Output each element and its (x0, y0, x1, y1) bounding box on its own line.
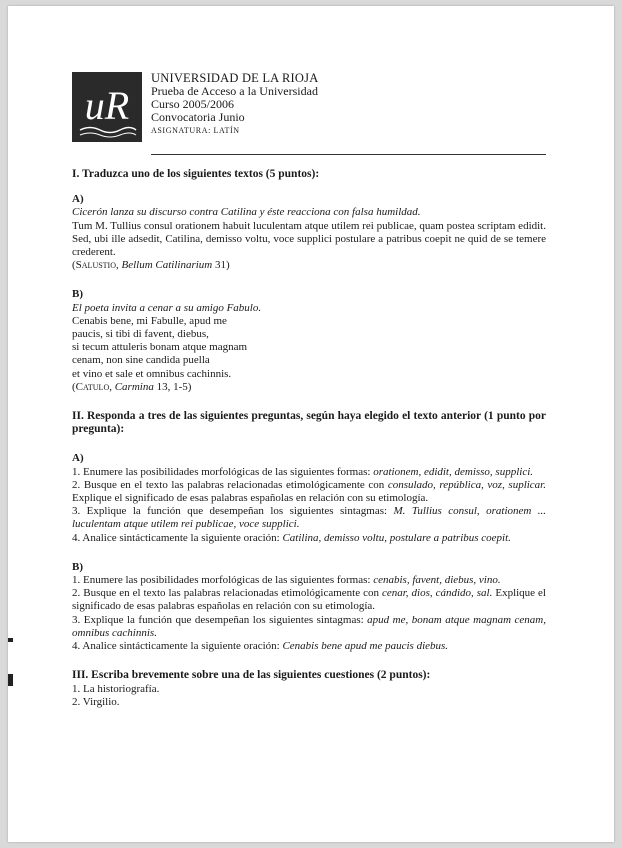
part1-b-source: (Catulo, Carmina 13, 1-5) (72, 380, 192, 393)
part1-a-source: (Salustio, Bellum Catilinarium 31) (72, 259, 230, 272)
part2-b-q2: 2. Busque en el texto las palabras relacionadas etimológicamente con cenar, dios, cándido, sal. Explique el significado de esas palabras españolas en relación con su etimología. (72, 587, 546, 613)
part2-b-q3: 3. Explique la función que desempeñan los siguientes sintagmas: apud me, bonam atque magnam cenam, omnibus cachinnis. (72, 613, 546, 639)
part2-a-letter: A) (72, 452, 84, 465)
header-rule (151, 154, 546, 155)
part2-a-q4: 4. Analice sintácticamente la siguiente oración: Catilina, demisso voltu, postulare a patribus coepit. (72, 531, 511, 544)
part2-b-q1: 1. Enumere las posibilidades morfológicas de las siguientes formas: cenabis, favent, diebus, vino. (72, 574, 501, 587)
part2-a-q2: 2. Busque en el texto las palabras relacionadas etimológicamente con consulado, república, voz, suplicar. Explique el significado de esas palabras españolas en relación con su etimología. (72, 478, 546, 505)
course-year: Curso 2005/2006 (151, 97, 235, 111)
logo-text: uR (84, 83, 130, 128)
session: Convocatoria Junio (151, 110, 245, 124)
poem-line: si tecum attuleris bonam atque magnam (72, 341, 248, 354)
part3-title: III. Escriba brevemente sobre una de las siguientes cuestiones (2 puntos): (72, 669, 431, 682)
poem-line: et vino et sale et omnibus cachinnis. (72, 367, 232, 380)
part2-b-q4: 4. Analice sintácticamente la siguiente oración: Cenabis bene apud me paucis diebus. (72, 640, 449, 653)
part1-a-text: Tum M. Tullius consul orationem habuit luculentam atque utilem rei publicae, quam postea scriptam edidit. Sed, ubi ille adsedit, Catilina, demisso voltu, voce supplici postulare a patribus coepit ne quid de se temere crederent. (72, 219, 546, 259)
part2-title: II. Responda a tres de las siguientes preguntas, según haya elegido el texto anterior (1 punto por pregunta): (72, 410, 546, 436)
scan-edge-mark (8, 638, 13, 642)
poem-line: paucis, si tibi di favent, diebus, (72, 328, 209, 341)
part2-a-q1: 1. Enumere las posibilidades morfológicas de las siguientes formas: orationem, edidit, demisso, supplici. (72, 465, 534, 478)
part1-b-intro: El poeta invita a cenar a su amigo Fabulo. (72, 301, 262, 314)
part3-item: 2. Virgilio. (72, 695, 120, 708)
part2-b-letter: B) (72, 560, 83, 573)
scan-edge-mark (8, 674, 13, 686)
exam-content (72, 168, 546, 709)
part1-a-letter: A) (72, 193, 84, 206)
part1-a-intro: Cicerón lanza su discurso contra Catilina y éste reacciona con falsa humildad. (72, 206, 421, 219)
part1-b-letter: B) (72, 288, 83, 301)
part3-item: 1. La historiografía. (72, 682, 160, 695)
university-name: UNIVERSIDAD DE LA RIOJA (151, 71, 319, 85)
university-logo (72, 72, 142, 142)
poem-line: Cenabis bene, mi Fabulle, apud me (72, 314, 227, 327)
part2-a-q3: 3. Explique la función que desempeñan los siguientes sintagmas: M. Tullius consul, orationem ... luculentam atque utilem rei publicae, voce supplici. (72, 505, 547, 531)
poem-line: cenam, non sine candida puella (72, 354, 210, 367)
exam-page (8, 6, 614, 842)
subject: ASIGNATURA: LATÍN (151, 126, 240, 135)
exam-name: Prueba de Acceso a la Universidad (151, 84, 318, 98)
header-block (151, 72, 318, 137)
part1-title: I. Traduzca uno de los siguientes textos (5 puntos): (72, 168, 320, 180)
